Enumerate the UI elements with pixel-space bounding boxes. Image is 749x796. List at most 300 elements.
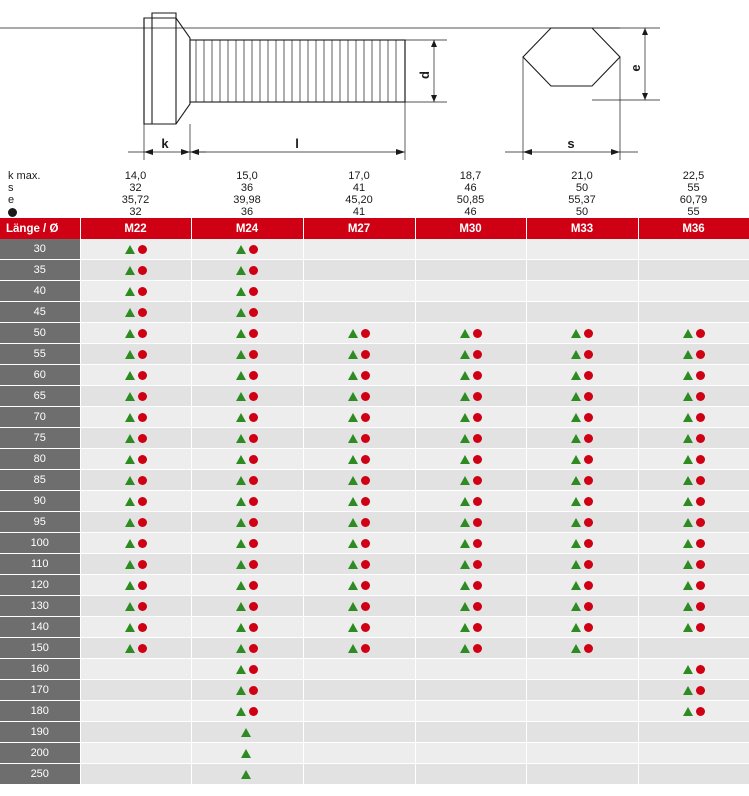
availability-cell[interactable] [526, 680, 638, 701]
availability-cell[interactable] [303, 323, 415, 344]
availability-marks [348, 413, 370, 422]
availability-cell[interactable] [191, 281, 303, 302]
availability-marks [236, 497, 258, 506]
availability-cell[interactable] [526, 260, 638, 281]
availability-cell[interactable] [303, 701, 415, 722]
availability-cell[interactable] [191, 407, 303, 428]
length-cell: 130 [0, 596, 80, 617]
dot-icon [584, 350, 593, 359]
dot-icon [696, 707, 705, 716]
length-cell: 80 [0, 449, 80, 470]
dot-icon [696, 539, 705, 548]
dot-icon [0, 206, 80, 218]
availability-cell[interactable] [415, 722, 526, 743]
triangle-icon [460, 518, 470, 527]
table-row [0, 764, 749, 785]
availability-marks [236, 560, 258, 569]
availability-cell[interactable] [638, 407, 749, 428]
availability-marks [571, 497, 593, 506]
dot-icon [138, 350, 147, 359]
triangle-icon [683, 686, 693, 695]
availability-cell[interactable] [191, 596, 303, 617]
availability-cell[interactable] [638, 533, 749, 554]
availability-cell[interactable] [80, 554, 191, 575]
availability-marks [348, 392, 370, 401]
availability-marks [125, 434, 147, 443]
availability-cell[interactable] [526, 428, 638, 449]
availability-cell[interactable] [415, 491, 526, 512]
availability-cell[interactable] [638, 344, 749, 365]
triangle-icon [683, 518, 693, 527]
availability-cell[interactable] [303, 680, 415, 701]
availability-cell[interactable] [415, 533, 526, 554]
table-row [0, 323, 749, 344]
availability-cell[interactable] [526, 596, 638, 617]
availability-cell[interactable] [303, 260, 415, 281]
availability-cell[interactable] [303, 407, 415, 428]
availability-marks [348, 371, 370, 380]
availability-cell[interactable] [303, 344, 415, 365]
length-cell: 90 [0, 491, 80, 512]
availability-marks [348, 623, 370, 632]
availability-cell[interactable] [415, 764, 526, 785]
dot-icon [696, 350, 705, 359]
availability-cell[interactable] [415, 470, 526, 491]
triangle-icon [683, 497, 693, 506]
table-row [0, 617, 749, 638]
availability-cell[interactable] [303, 638, 415, 659]
availability-cell[interactable] [80, 365, 191, 386]
availability-cell[interactable] [80, 638, 191, 659]
availability-cell[interactable] [415, 344, 526, 365]
availability-cell[interactable] [191, 428, 303, 449]
availability-cell[interactable] [526, 386, 638, 407]
dot-icon [696, 602, 705, 611]
availability-marks [348, 560, 370, 569]
availability-marks [125, 518, 147, 527]
availability-cell[interactable] [415, 281, 526, 302]
length-cell: 50 [0, 323, 80, 344]
availability-cell[interactable] [526, 449, 638, 470]
availability-cell[interactable] [415, 596, 526, 617]
availability-cell[interactable] [638, 512, 749, 533]
availability-cell[interactable] [415, 449, 526, 470]
dot-icon [361, 329, 370, 338]
dot-icon [696, 455, 705, 464]
availability-cell[interactable] [526, 743, 638, 764]
dot-icon [584, 329, 593, 338]
availability-marks [125, 350, 147, 359]
availability-cell[interactable] [80, 449, 191, 470]
dot-icon [249, 602, 258, 611]
availability-cell[interactable] [191, 386, 303, 407]
triangle-icon [236, 497, 246, 506]
dot-icon [696, 497, 705, 506]
dot-icon [473, 581, 482, 590]
spec-row-label: e [8, 194, 15, 206]
availability-cell[interactable] [303, 428, 415, 449]
triangle-icon [683, 665, 693, 674]
triangle-icon [571, 350, 581, 359]
availability-cell[interactable] [191, 449, 303, 470]
availability-cell[interactable] [303, 239, 415, 260]
dot-icon [473, 413, 482, 422]
availability-marks [348, 644, 370, 653]
availability-cell[interactable] [415, 659, 526, 680]
spec-value: 14,0 [124, 170, 147, 182]
triangle-icon [460, 350, 470, 359]
triangle-icon [683, 350, 693, 359]
availability-marks [683, 371, 705, 380]
availability-cell[interactable] [80, 659, 191, 680]
availability-marks [125, 455, 147, 464]
triangle-icon [236, 686, 246, 695]
availability-cell[interactable] [80, 596, 191, 617]
availability-marks [460, 371, 482, 380]
matrix-column-header-m22: M22 [80, 218, 191, 239]
availability-cell[interactable] [191, 533, 303, 554]
availability-cell[interactable] [80, 701, 191, 722]
triangle-icon [236, 707, 246, 716]
availability-cell[interactable] [80, 281, 191, 302]
availability-cell[interactable] [415, 701, 526, 722]
availability-cell[interactable] [80, 260, 191, 281]
availability-cell[interactable] [638, 323, 749, 344]
availability-cell[interactable] [526, 764, 638, 785]
triangle-icon [125, 266, 135, 275]
availability-cell[interactable] [191, 491, 303, 512]
triangle-icon [683, 476, 693, 485]
availability-cell[interactable] [191, 617, 303, 638]
availability-cell[interactable] [526, 365, 638, 386]
availability-cell[interactable] [303, 281, 415, 302]
availability-cell[interactable] [415, 428, 526, 449]
availability-cell[interactable] [415, 512, 526, 533]
length-cell: 120 [0, 575, 80, 596]
dim-label-k: k [161, 136, 169, 151]
dot-icon [473, 539, 482, 548]
dot-icon [138, 560, 147, 569]
triangle-icon [460, 371, 470, 380]
availability-cell[interactable] [80, 764, 191, 785]
length-cell: 40 [0, 281, 80, 302]
availability-cell[interactable] [80, 428, 191, 449]
dot-icon [473, 560, 482, 569]
availability-marks [571, 413, 593, 422]
availability-cell[interactable] [80, 239, 191, 260]
availability-cell[interactable] [638, 470, 749, 491]
dot-icon [696, 686, 705, 695]
availability-cell[interactable] [303, 575, 415, 596]
triangle-icon [571, 371, 581, 380]
availability-cell[interactable] [303, 596, 415, 617]
availability-cell[interactable] [191, 344, 303, 365]
availability-cell[interactable] [526, 659, 638, 680]
availability-marks [236, 371, 258, 380]
availability-cell[interactable] [191, 260, 303, 281]
triangle-icon [236, 560, 246, 569]
availability-cell[interactable] [526, 323, 638, 344]
availability-cell[interactable] [638, 260, 749, 281]
availability-marks [125, 287, 147, 296]
availability-cell[interactable] [303, 491, 415, 512]
availability-cell[interactable] [191, 365, 303, 386]
availability-cell[interactable] [638, 722, 749, 743]
availability-cell[interactable] [80, 575, 191, 596]
length-cell: 100 [0, 533, 80, 554]
availability-marks [683, 413, 705, 422]
dot-icon [473, 455, 482, 464]
availability-cell[interactable] [415, 680, 526, 701]
dot-icon [473, 497, 482, 506]
availability-cell[interactable] [191, 701, 303, 722]
dot-icon [473, 392, 482, 401]
availability-marks [348, 455, 370, 464]
triangle-icon [236, 413, 246, 422]
availability-cell[interactable] [415, 302, 526, 323]
length-cell: 140 [0, 617, 80, 638]
availability-cell[interactable] [80, 512, 191, 533]
dot-icon [361, 644, 370, 653]
availability-cell[interactable] [80, 533, 191, 554]
availability-cell[interactable] [638, 449, 749, 470]
availability-cell[interactable] [638, 281, 749, 302]
availability-cell[interactable] [415, 407, 526, 428]
length-cell: 250 [0, 764, 80, 785]
availability-cell[interactable] [80, 680, 191, 701]
availability-cell[interactable] [638, 554, 749, 575]
dot-icon [249, 329, 258, 338]
dot-icon [138, 434, 147, 443]
availability-cell[interactable] [415, 743, 526, 764]
availability-cell[interactable] [303, 722, 415, 743]
triangle-icon [571, 392, 581, 401]
availability-cell[interactable] [415, 260, 526, 281]
availability-cell[interactable] [638, 680, 749, 701]
availability-cell[interactable] [191, 239, 303, 260]
triangle-icon [348, 497, 358, 506]
availability-cell[interactable] [526, 554, 638, 575]
availability-marks [460, 350, 482, 359]
availability-cell[interactable] [526, 617, 638, 638]
availability-marks [241, 749, 254, 758]
availability-cell[interactable] [526, 491, 638, 512]
triangle-icon [348, 434, 358, 443]
availability-cell[interactable] [638, 743, 749, 764]
availability-marks [125, 623, 147, 632]
availability-cell[interactable] [526, 575, 638, 596]
triangle-icon [460, 434, 470, 443]
triangle-icon [571, 497, 581, 506]
availability-cell[interactable] [191, 680, 303, 701]
availability-marks [236, 539, 258, 548]
availability-cell[interactable] [415, 554, 526, 575]
spec-value: 39,98 [233, 194, 261, 206]
availability-cell[interactable] [526, 470, 638, 491]
dot-icon [584, 518, 593, 527]
availability-cell[interactable] [638, 491, 749, 512]
availability-cell[interactable] [526, 239, 638, 260]
availability-cell[interactable] [303, 764, 415, 785]
availability-cell[interactable] [415, 323, 526, 344]
dot-icon [584, 455, 593, 464]
triangle-icon [236, 308, 246, 317]
availability-cell[interactable] [191, 554, 303, 575]
availability-cell[interactable] [415, 617, 526, 638]
triangle-icon [348, 413, 358, 422]
dot-icon [361, 371, 370, 380]
availability-cell[interactable] [638, 428, 749, 449]
triangle-icon [125, 413, 135, 422]
availability-cell[interactable] [303, 365, 415, 386]
availability-cell[interactable] [526, 638, 638, 659]
availability-marks [348, 518, 370, 527]
availability-cell[interactable] [526, 701, 638, 722]
triangle-icon [236, 245, 246, 254]
dot-icon [696, 371, 705, 380]
length-cell: 170 [0, 680, 80, 701]
availability-cell[interactable] [303, 743, 415, 764]
availability-cell[interactable] [638, 617, 749, 638]
availability-cell[interactable] [191, 722, 303, 743]
availability-cell[interactable] [526, 512, 638, 533]
triangle-icon [460, 476, 470, 485]
availability-marks [683, 476, 705, 485]
length-cell: 110 [0, 554, 80, 575]
availability-cell[interactable] [80, 722, 191, 743]
availability-cell[interactable] [80, 617, 191, 638]
availability-cell[interactable] [415, 575, 526, 596]
availability-cell[interactable] [80, 470, 191, 491]
table-row [0, 407, 749, 428]
availability-cell[interactable] [80, 491, 191, 512]
dot-icon [249, 413, 258, 422]
availability-marks [683, 560, 705, 569]
availability-cell[interactable] [415, 386, 526, 407]
availability-cell[interactable] [80, 323, 191, 344]
availability-cell[interactable] [303, 554, 415, 575]
spec-value: 41 [352, 206, 366, 218]
availability-cell[interactable] [638, 302, 749, 323]
table-row [0, 491, 749, 512]
triangle-icon [460, 392, 470, 401]
dot-icon [138, 497, 147, 506]
availability-cell[interactable] [191, 743, 303, 764]
availability-cell[interactable] [526, 533, 638, 554]
availability-marks [125, 329, 147, 338]
triangle-icon [348, 539, 358, 548]
table-row [0, 344, 749, 365]
availability-cell[interactable] [191, 470, 303, 491]
availability-marks [236, 329, 258, 338]
availability-cell[interactable] [80, 407, 191, 428]
availability-cell[interactable] [638, 596, 749, 617]
spec-value: 32 [129, 182, 142, 194]
availability-cell[interactable] [638, 365, 749, 386]
availability-cell[interactable] [638, 239, 749, 260]
availability-marks [348, 581, 370, 590]
dot-icon [138, 245, 147, 254]
availability-cell[interactable] [191, 302, 303, 323]
availability-cell[interactable] [638, 638, 749, 659]
availability-cell[interactable] [526, 722, 638, 743]
availability-cell[interactable] [638, 701, 749, 722]
availability-marks [683, 707, 705, 716]
dot-icon [361, 539, 370, 548]
availability-marks [683, 350, 705, 359]
availability-cell[interactable] [303, 386, 415, 407]
availability-cell[interactable] [526, 302, 638, 323]
dot-icon [584, 371, 593, 380]
availability-marks [683, 539, 705, 548]
availability-cell[interactable] [191, 764, 303, 785]
triangle-icon [236, 329, 246, 338]
availability-cell[interactable] [303, 449, 415, 470]
table-row [0, 428, 749, 449]
availability-cell[interactable] [638, 764, 749, 785]
table-row [0, 680, 749, 701]
availability-cell[interactable] [638, 386, 749, 407]
spec-row [0, 206, 749, 218]
triangle-icon [125, 329, 135, 338]
availability-cell[interactable] [303, 302, 415, 323]
availability-cell[interactable] [303, 533, 415, 554]
availability-cell[interactable] [191, 323, 303, 344]
length-cell: 200 [0, 743, 80, 764]
availability-cell[interactable] [415, 239, 526, 260]
triangle-icon [460, 602, 470, 611]
availability-marks [571, 476, 593, 485]
dot-icon [138, 602, 147, 611]
availability-cell[interactable] [80, 386, 191, 407]
availability-cell[interactable] [526, 281, 638, 302]
availability-cell[interactable] [80, 344, 191, 365]
availability-cell[interactable] [191, 638, 303, 659]
availability-cell[interactable] [191, 512, 303, 533]
availability-cell[interactable] [303, 470, 415, 491]
availability-cell[interactable] [526, 407, 638, 428]
spec-value: 18,7 [459, 170, 482, 182]
availability-cell[interactable] [638, 659, 749, 680]
availability-cell[interactable] [526, 344, 638, 365]
triangle-icon [683, 329, 693, 338]
availability-cell[interactable] [80, 302, 191, 323]
triangle-icon [683, 623, 693, 632]
availability-cell[interactable] [80, 743, 191, 764]
availability-marks [241, 728, 254, 737]
availability-cell[interactable] [415, 365, 526, 386]
dot-icon [138, 581, 147, 590]
availability-cell[interactable] [638, 575, 749, 596]
table-row [0, 302, 749, 323]
triangle-icon [236, 476, 246, 485]
triangle-icon [236, 434, 246, 443]
triangle-icon [460, 560, 470, 569]
triangle-icon [125, 371, 135, 380]
dot-icon [361, 350, 370, 359]
availability-cell[interactable] [191, 575, 303, 596]
availability-cell[interactable] [303, 512, 415, 533]
availability-cell[interactable] [415, 638, 526, 659]
triangle-icon [571, 518, 581, 527]
dot-icon [696, 623, 705, 632]
availability-cell[interactable] [303, 617, 415, 638]
availability-cell[interactable] [191, 659, 303, 680]
availability-cell[interactable] [303, 659, 415, 680]
availability-marks [571, 455, 593, 464]
spec-value: 22,5 [682, 170, 705, 182]
triangle-icon [571, 329, 581, 338]
